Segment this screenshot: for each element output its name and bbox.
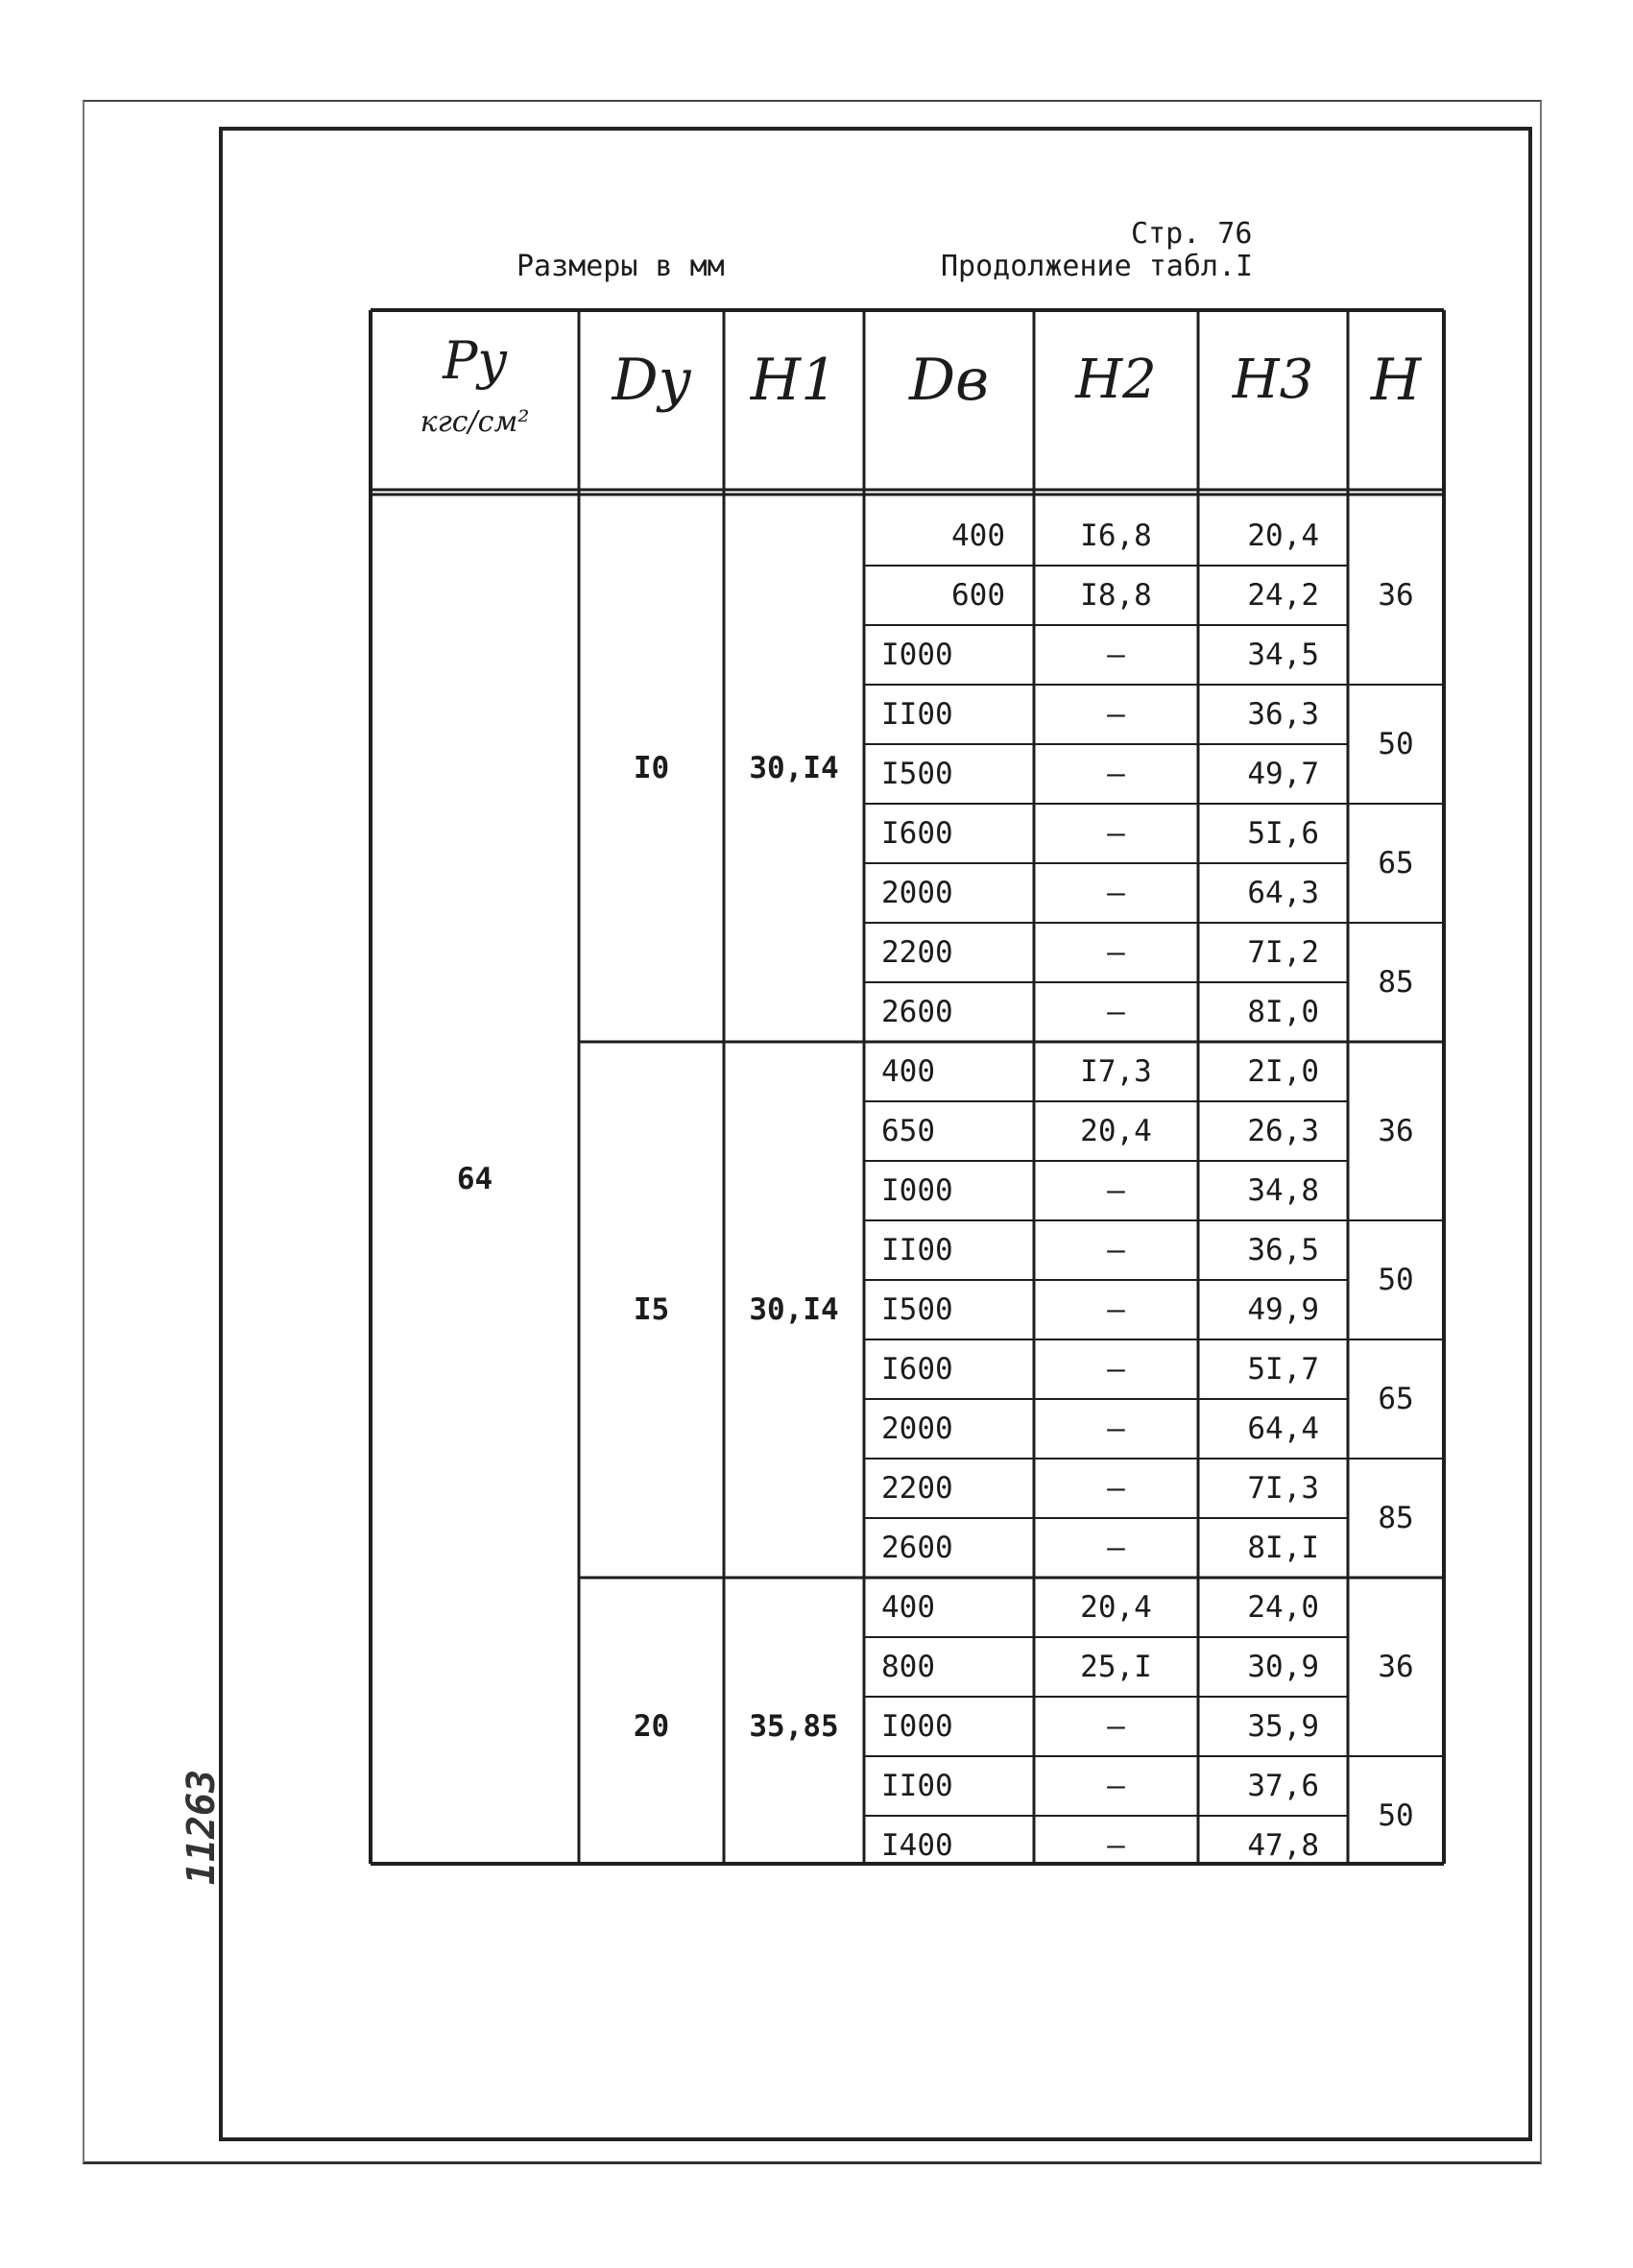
cell-dv: 2000 bbox=[881, 1411, 953, 1446]
cell-h: 65 bbox=[1378, 846, 1414, 881]
cell-h1: 30,I4 bbox=[749, 1292, 839, 1327]
cell-h2: — bbox=[1107, 876, 1125, 910]
cell-h3: 5I,7 bbox=[1247, 1352, 1319, 1387]
cell-h: 85 bbox=[1378, 1501, 1414, 1535]
cell-h2: — bbox=[1107, 995, 1125, 1029]
cell-h2: — bbox=[1107, 638, 1125, 672]
cell-h2: — bbox=[1107, 1828, 1125, 1863]
column-header-h3: H3 bbox=[1232, 349, 1314, 411]
cell-h: 65 bbox=[1378, 1382, 1414, 1416]
cell-h3: 8I,0 bbox=[1247, 995, 1319, 1029]
cell-h3: 30,9 bbox=[1247, 1650, 1319, 1684]
cell-dv: 400 bbox=[881, 1590, 935, 1625]
cell-h2: — bbox=[1107, 1173, 1125, 1208]
cell-h: 50 bbox=[1378, 1263, 1414, 1297]
cell-h2: 20,4 bbox=[1080, 1590, 1152, 1625]
cell-h2: — bbox=[1107, 1769, 1125, 1803]
cell-h3: 8I,I bbox=[1247, 1531, 1319, 1565]
cell-dv: I000 bbox=[881, 1173, 953, 1208]
cell-h3: 36,3 bbox=[1247, 697, 1319, 732]
cell-h3: 34,8 bbox=[1247, 1173, 1319, 1208]
table-continuation-label: Продолжение табл.I bbox=[941, 250, 1254, 283]
column-header-h: H bbox=[1370, 347, 1422, 414]
cell-h2: I8,8 bbox=[1080, 578, 1152, 613]
cell-h2: — bbox=[1107, 935, 1125, 970]
dimensions-table bbox=[371, 310, 1444, 1864]
cell-dv: 2200 bbox=[881, 1471, 953, 1506]
cell-dv: I600 bbox=[881, 816, 953, 851]
cell-h2: — bbox=[1107, 697, 1125, 732]
cell-h: 50 bbox=[1378, 1798, 1414, 1833]
cell-dv: 650 bbox=[881, 1114, 935, 1148]
cell-dv: II00 bbox=[881, 697, 953, 732]
cell-dy: I0 bbox=[633, 751, 670, 785]
cell-h3: 24,2 bbox=[1247, 578, 1319, 613]
cell-h: 85 bbox=[1378, 965, 1414, 1000]
cell-h: 36 bbox=[1378, 1114, 1414, 1148]
cell-h2: — bbox=[1107, 1352, 1125, 1387]
cell-h2: — bbox=[1107, 1411, 1125, 1446]
cell-h2: I7,3 bbox=[1080, 1054, 1152, 1089]
cell-h2: I6,8 bbox=[1080, 519, 1152, 553]
cell-h3: 64,3 bbox=[1247, 876, 1319, 910]
cell-dv: I400 bbox=[881, 1828, 953, 1863]
cell-py: 64 bbox=[456, 1162, 493, 1196]
cell-h3: 5I,6 bbox=[1247, 816, 1319, 851]
cell-h3: 49,9 bbox=[1247, 1292, 1319, 1327]
cell-h3: 20,4 bbox=[1247, 519, 1319, 553]
cell-dv: I600 bbox=[881, 1352, 953, 1387]
cell-dv: I500 bbox=[881, 1292, 953, 1327]
cell-dv: II00 bbox=[881, 1233, 953, 1267]
cell-h1: 35,85 bbox=[749, 1709, 839, 1744]
column-header-unit: кгс/см² bbox=[420, 405, 530, 439]
cell-h2: — bbox=[1107, 1233, 1125, 1267]
cell-h3: 24,0 bbox=[1247, 1590, 1319, 1625]
cell-h: 50 bbox=[1378, 727, 1414, 761]
cell-h3: 37,6 bbox=[1247, 1769, 1319, 1803]
cell-dy: I5 bbox=[633, 1292, 670, 1327]
cell-h2: 20,4 bbox=[1080, 1114, 1152, 1148]
cell-dv: I500 bbox=[881, 757, 953, 791]
cell-h2: — bbox=[1107, 1471, 1125, 1506]
cell-h: 36 bbox=[1378, 578, 1414, 613]
cell-h3: 35,9 bbox=[1247, 1709, 1319, 1744]
cell-h3: 47,8 bbox=[1247, 1828, 1319, 1863]
cell-h3: 49,7 bbox=[1247, 757, 1319, 791]
cell-h2: — bbox=[1107, 1292, 1125, 1327]
cell-h3: 36,5 bbox=[1247, 1233, 1319, 1267]
column-header-h2: H2 bbox=[1075, 349, 1157, 411]
cell-h2: — bbox=[1107, 1709, 1125, 1744]
cell-h1: 30,I4 bbox=[749, 751, 839, 785]
side-handwritten-number: 11263 bbox=[180, 1769, 225, 1886]
page-number: Стр. 76 bbox=[1131, 217, 1253, 251]
cell-dv: 2000 bbox=[881, 876, 953, 910]
cell-dv: 2200 bbox=[881, 935, 953, 970]
cell-dy: 20 bbox=[633, 1709, 670, 1744]
cell-h3: 7I,2 bbox=[1247, 935, 1319, 970]
cell-h: 36 bbox=[1378, 1650, 1414, 1684]
cell-dv: 600 bbox=[951, 578, 1005, 613]
cell-dv: I000 bbox=[881, 638, 953, 672]
column-header-dv: Dв bbox=[908, 347, 990, 414]
cell-dv: II00 bbox=[881, 1769, 953, 1803]
column-header-h1: H1 bbox=[750, 347, 838, 414]
cell-h3: 26,3 bbox=[1247, 1114, 1319, 1148]
cell-dv: 400 bbox=[881, 1054, 935, 1089]
cell-dv: 2600 bbox=[881, 1531, 953, 1565]
column-header-py: Py bbox=[443, 330, 507, 391]
cell-h3: 34,5 bbox=[1247, 638, 1319, 672]
units-caption: Размеры в мм bbox=[516, 250, 725, 283]
cell-h3: 64,4 bbox=[1247, 1411, 1319, 1446]
cell-h2: — bbox=[1107, 1531, 1125, 1565]
column-header-dy: Dy bbox=[612, 347, 691, 414]
cell-h2: 25,I bbox=[1080, 1650, 1152, 1684]
cell-h2: — bbox=[1107, 816, 1125, 851]
cell-dv: I000 bbox=[881, 1709, 953, 1744]
cell-h3: 2I,0 bbox=[1247, 1054, 1319, 1089]
cell-h2: — bbox=[1107, 757, 1125, 791]
cell-dv: 2600 bbox=[881, 995, 953, 1029]
cell-dv: 400 bbox=[951, 519, 1005, 553]
cell-dv: 800 bbox=[881, 1650, 935, 1684]
cell-h3: 7I,3 bbox=[1247, 1471, 1319, 1506]
